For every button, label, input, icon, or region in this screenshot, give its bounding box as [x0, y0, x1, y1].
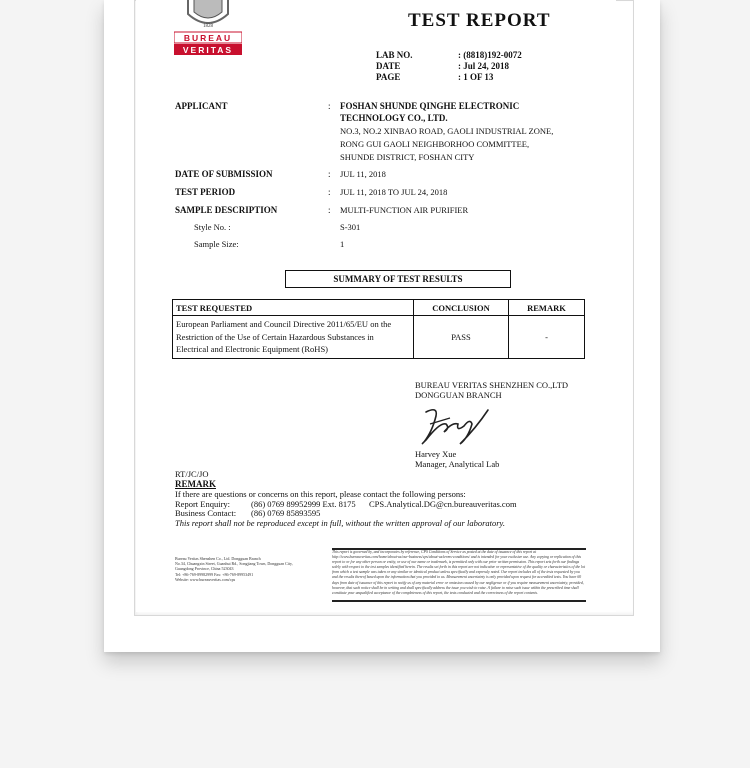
test-requested-line1: European Parliament and Council Directive 2011/65/EU on the	[176, 319, 392, 329]
test-period-label: TEST PERIOD	[175, 187, 236, 197]
header-remark: REMARK	[509, 300, 585, 316]
remark-intro: If there are questions or concerns on this report, please contact the following persons:	[175, 489, 466, 499]
applicant-colon: :	[328, 101, 331, 111]
results-table	[172, 299, 585, 359]
sample-description-value: MULTI-FUNCTION AIR PURIFIER	[340, 205, 469, 215]
sample-description-colon: :	[328, 205, 331, 215]
applicant-label: APPLICANT	[175, 101, 228, 111]
footer-address-line: Guangdong Province, China 523043	[175, 566, 234, 572]
submission-colon: :	[328, 169, 331, 179]
test-requested-cell	[173, 316, 414, 359]
bureau-veritas-logo	[174, 0, 242, 56]
test-period-colon: :	[328, 187, 331, 197]
signatory-org-line2: DONGGUAN BRANCH	[415, 390, 502, 400]
logo-text-veritas: VERITAS	[182, 45, 234, 55]
applicant-address-line1: NO.3, NO.2 XINBAO ROAD, GAOLI INDUSTRIAL ZONE,	[340, 126, 554, 136]
footer-address-line: Bureau Veritas Shenzhen Co., Ltd. Dongguan Branch	[175, 556, 261, 561]
sample-description-label: SAMPLE DESCRIPTION	[175, 205, 278, 215]
footer-address	[175, 556, 293, 582]
meta-value-lab-no: : (8818)192-0072	[458, 50, 522, 60]
report-enquiry-label: Report Enquiry:	[175, 499, 231, 509]
test-requested-line2: Restriction of the Use of Certain Hazardous Substances in	[176, 331, 374, 342]
results-header-row	[173, 300, 585, 316]
remark-heading: REMARK	[175, 479, 216, 489]
report-title: TEST REPORT	[408, 10, 551, 31]
header-conclusion: CONCLUSION	[414, 300, 509, 316]
report-enquiry-email: CPS.Analytical.DG@cn.bureauveritas.com	[369, 499, 517, 509]
remark-cell: -	[509, 316, 585, 359]
reference-code: RT/JC/JO	[175, 469, 209, 479]
signatory-org-line1: BUREAU VERITAS SHENZHEN CO.,LTD	[415, 380, 569, 390]
meta-value-date: : Jul 24, 2018	[458, 61, 510, 71]
test-period-value: JUL 11, 2018 TO JUL 24, 2018	[340, 187, 448, 197]
meta-label-date: DATE	[376, 61, 401, 71]
summary-title-box: SUMMARY OF TEST RESULTS	[285, 270, 511, 288]
logo-text-bureau: BUREAU	[183, 33, 233, 43]
terms-and-conditions: This report is governed by, and incorporates by reference, CPS Conditions of Service as posted at the date of issuance of this report at http://www.bureauveritas.com/home/about-us/our-business/cps/about-us/terms-conditions/ and is intended for your exclusive use. Any copying or replication of this report to or for any other person or entity, or use of our name or trademark, is permitted only with our prior written permission. This report sets forth our findings solely with respect to the test samples identified herein. The results set forth in this report are not indicative or representative of the quality or characteristics of the lot from which a test sample was taken or any similar or identical product unless specifically and expressly noted. Our report includes all of the tests requested by you and the results thereof based upon the information that you provided to us. Measurement uncertainty is only provided upon request for accredited tests. You have 60 days from date of issuance of this report to notify us of any material error or omission caused by our negligence or if you require measurement uncertainty; provided, however, that such notice shall be in writing and shall specifically address the issue you wish to raise. A failure to raise such issue within the prescribed time shall constitute your unqualified acceptance of the completeness of this report, the tests conducted and the correctness of the report contents.	[332, 548, 586, 602]
signatory-role: Manager, Analytical Lab	[415, 459, 500, 469]
submission-value: JUL 11, 2018	[340, 169, 386, 179]
signature-image	[416, 402, 496, 446]
meta-label-page: PAGE	[376, 72, 401, 82]
meta-value-page: : 1 OF 13	[458, 72, 494, 82]
business-contact-phone: (86) 0769 85893595	[251, 508, 321, 518]
conclusion-cell: PASS	[414, 316, 509, 359]
applicant-name-line1: FOSHAN SHUNDE QINGHE ELECTRONIC	[340, 101, 520, 111]
applicant-address-line2: RONG GUI GAOLI NEIGHBORHOO COMMITTEE,	[340, 139, 530, 149]
applicant-address-line3: SHUNDE DISTRICT, FOSHAN CITY	[340, 152, 475, 162]
reproduction-disclaimer: This report shall not be reproduced except in full, without the written approval of our laboratory.	[175, 518, 505, 528]
submission-label: DATE OF SUBMISSION	[175, 169, 273, 179]
meta-label-lab-no: LAB NO.	[376, 50, 413, 60]
test-report-document	[136, 0, 616, 612]
style-no-label: Style No. :	[194, 222, 231, 232]
sample-size-label: Sample Size:	[194, 239, 239, 249]
logo-year: 1828	[203, 24, 213, 29]
style-no-value: S-301	[340, 222, 361, 232]
footer-address-line: Website: www.bureauveritas.com/cps	[175, 576, 236, 582]
signatory-name: Harvey Xue	[415, 449, 457, 459]
applicant-name-line2: TECHNOLOGY CO., LTD.	[340, 113, 448, 123]
business-contact-label: Business Contact:	[175, 508, 237, 518]
report-enquiry-phone: (86) 0769 89952999 Ext. 8175	[251, 499, 356, 509]
sample-size-value: 1	[340, 239, 345, 249]
footer-address-line: Tel: +86-769-89982999 Fax: +86-769-89953491	[175, 571, 254, 577]
table-row	[173, 316, 585, 359]
test-requested-line3: Electrical and Electronic Equipment (RoHS)	[176, 344, 329, 354]
footer-address-line: No.34, Chuangxin Street, Guanhui Rd., Songjiang Town, Dongguan City,	[175, 561, 293, 567]
header-test-requested: TEST REQUESTED	[173, 300, 414, 316]
